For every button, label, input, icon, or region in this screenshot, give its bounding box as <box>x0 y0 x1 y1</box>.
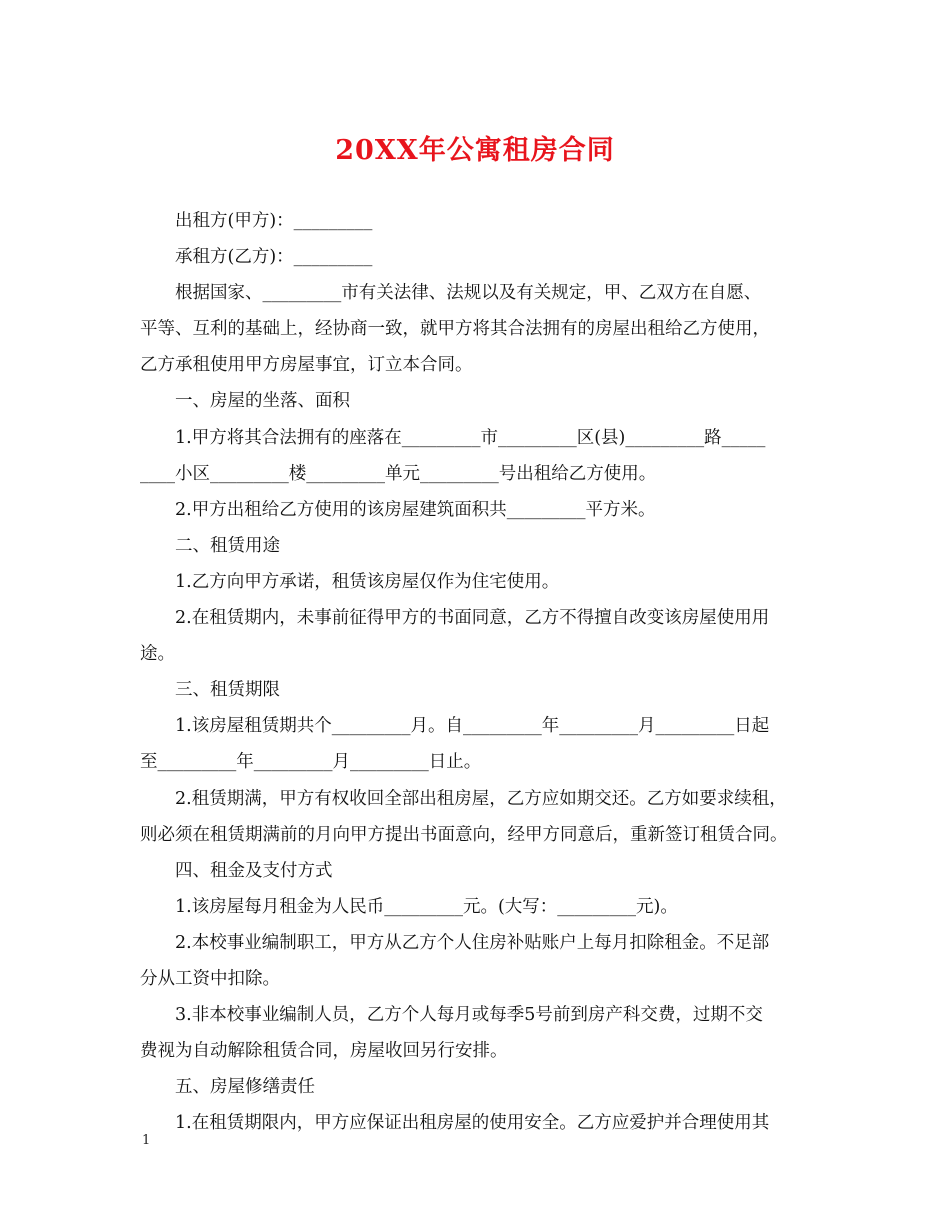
text-line: 2.本校事业编制职工，甲方从乙方个人住房补贴账户上每月扣除租金。不足部 <box>175 932 770 953</box>
text-line: 1.乙方向甲方承诺，租赁该房屋仅作为住宅使用。 <box>175 571 560 592</box>
text-line: ____小区_________楼_________单元_________号出租给乙方使用。 <box>140 463 657 484</box>
text-line: 1.甲方将其合法拥有的座落在_________市_________区(县)_________路_____ <box>175 427 766 448</box>
text-line: 2.甲方出租给乙方使用的该房屋建筑面积共_________平方米。 <box>175 499 656 520</box>
text-line: 1.该房屋每月租金为人民币_________元。(大写：_________元)。 <box>175 896 678 917</box>
page-number: 1 <box>142 1133 151 1148</box>
text-line: 途。 <box>140 644 175 665</box>
text-line: 出租方(甲方)：_________ <box>175 211 373 231</box>
section-heading: 四、租金及支付方式 <box>175 860 333 881</box>
document-title: 20XX年公寓租房合同 <box>335 135 615 166</box>
text-line: 根据国家、_________市有关法律、法规以及有关规定，甲、乙双方在自愿、 <box>175 283 762 304</box>
section-heading: 三、租赁期限 <box>175 680 280 701</box>
text-line: 3.非本校事业编制人员，乙方个人每月或每季5号前到房产科交费，过期不交 <box>175 1005 763 1026</box>
text-line: 乙方承租使用甲方房屋事宜，订立本合同。 <box>140 355 473 376</box>
text-line: 2.租赁期满，甲方有权收回全部出租房屋，乙方应如期交还。乙方如要求续租， <box>175 788 787 809</box>
text-line: 至_________年_________月_________日止。 <box>140 752 482 773</box>
text-line: 1.在租赁期限内，甲方应保证出租房屋的使用安全。乙方应爱护并合理使用其 <box>175 1113 770 1134</box>
text-line: 则必须在租赁期满前的月向甲方提出书面意向，经甲方同意后，重新签订租赁合同。 <box>140 824 788 845</box>
section-heading: 二、租赁用途 <box>175 535 280 556</box>
contract-body <box>140 203 830 1141</box>
text-line: 2.在租赁期内，未事前征得甲方的书面同意，乙方不得擅自改变该房屋使用用 <box>175 608 770 629</box>
text-line: 平等、互利的基础上，经协商一致，就甲方将其合法拥有的房屋出租给乙方使用， <box>140 319 770 340</box>
text-line: 1.该房屋租赁期共个_________月。自_________年_________月_________日起 <box>175 716 770 737</box>
text-line: 分从工资中扣除。 <box>140 968 280 989</box>
text-line: 承租方(乙方)：_________ <box>175 247 373 268</box>
section-heading: 一、房屋的坐落、面积 <box>175 391 350 412</box>
section-heading: 五、房屋修缮责任 <box>175 1077 315 1098</box>
text-line: 费视为自动解除租赁合同，房屋收回另行安排。 <box>140 1041 508 1062</box>
